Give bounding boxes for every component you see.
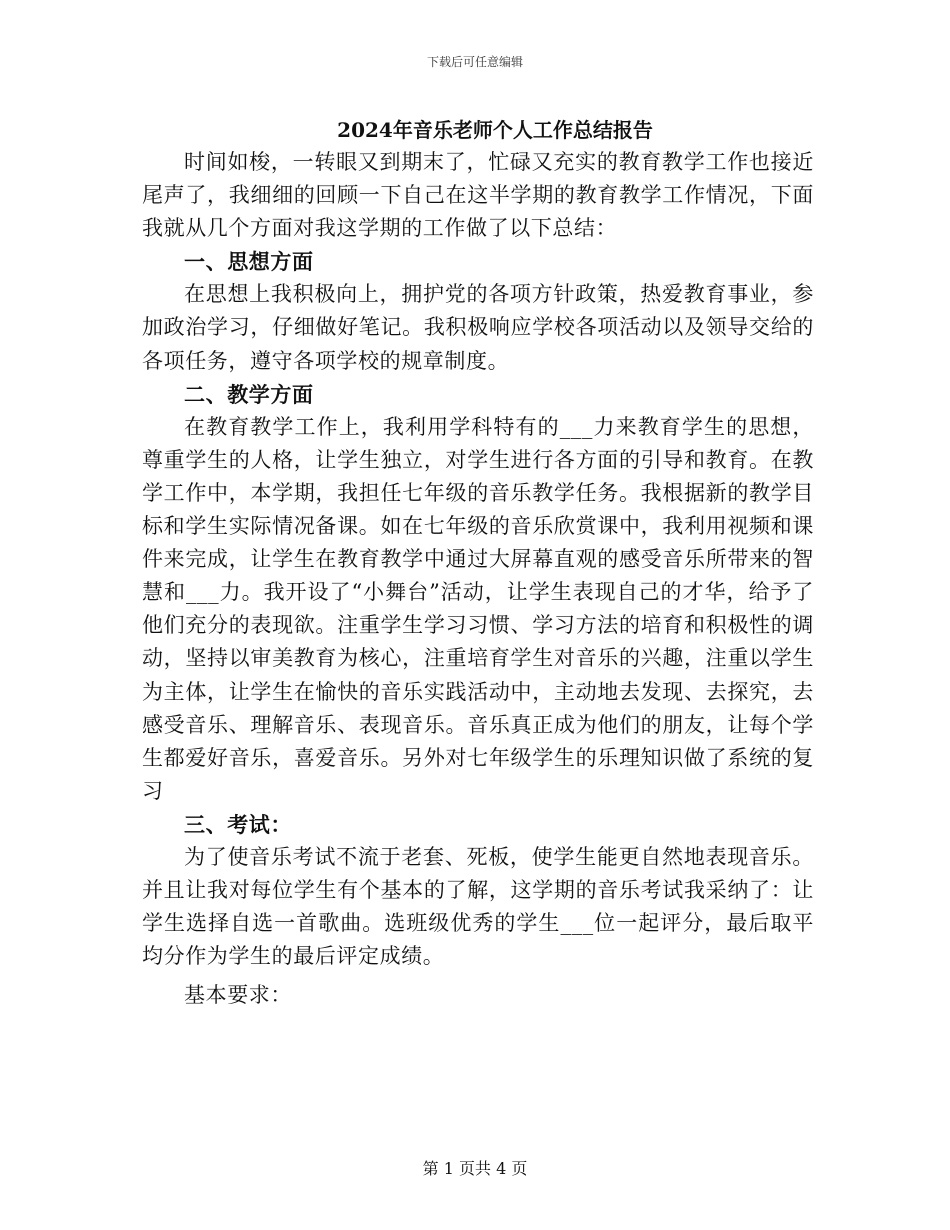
section-paragraph: 基本要求： — [184, 983, 292, 1008]
document-body — [142, 146, 814, 1012]
document-title: 2024年音乐老师个人工作总结报告 — [337, 118, 653, 142]
section-heading-exam: 三、考试： — [184, 811, 292, 837]
header-note: 下载后可任意编辑 — [426, 55, 523, 69]
section-heading-teaching: 二、教学方面 — [184, 381, 314, 407]
section-paragraph: 在思想上我积极向上，拥护党的各项方针政策，热爱教育事业，参加政治学习，仔细做好笔记。我积极响应学校各项活动以及领导交给的各项任务，遵守各项学校的规章制度。 — [142, 282, 814, 373]
page-number: 第 1 页共 4 页 — [422, 1159, 528, 1178]
section-heading-thought: 一、思想方面 — [184, 249, 314, 275]
section-paragraph: 在教育教学工作上，我利用学科特有的___力来教育学生的思想，尊重学生的人格，让学生独立，对学生进行各方面的引导和教育。在教学工作中，本学期，我担任七年级的音乐教学任务。我根据新的教学目标和学生实际情况备课。如在七年级的音乐欣赏课中，我利用视频和课件来完成，让学生在教育教学中通过大屏幕直观的感受音乐所带来的智慧和___力。我开设了“小舞台”活动，让学生表现自己的才华，给予了他们充分的表现欲。注重学生学习习惯、学习方法的培育和积极性的调动，坚持以审美教育为核心，注重培育学生对音乐的兴趣，注重以学生为主体，让学生在愉快的音乐实践活动中，主动地去发现、去探究，去感受音乐、理解音乐、表现音乐。音乐真正成为他们的朋友，让每个学生都爱好音乐，喜爱音乐。另外对七年级学生的乐理知识做了系统的复习 — [142, 414, 814, 803]
section-paragraph: 为了使音乐考试不流于老套、死板，使学生能更自然地表现音乐。并且让我对每位学生有个基本的了解，这学期的音乐考试我采纳了：让学生选择自选一首歌曲。选班级优秀的学生___位一起评分，最后取平均分作为学生的最后评定成绩。 — [142, 844, 814, 969]
intro-paragraph: 时间如梭，一转眼又到期末了，忙碌又充实的教育教学工作也接近尾声了，我细细的回顾一下自己在这半学期的教育教学工作情况，下面我就从几个方面对我这学期的工作做了以下总结： — [142, 150, 814, 241]
